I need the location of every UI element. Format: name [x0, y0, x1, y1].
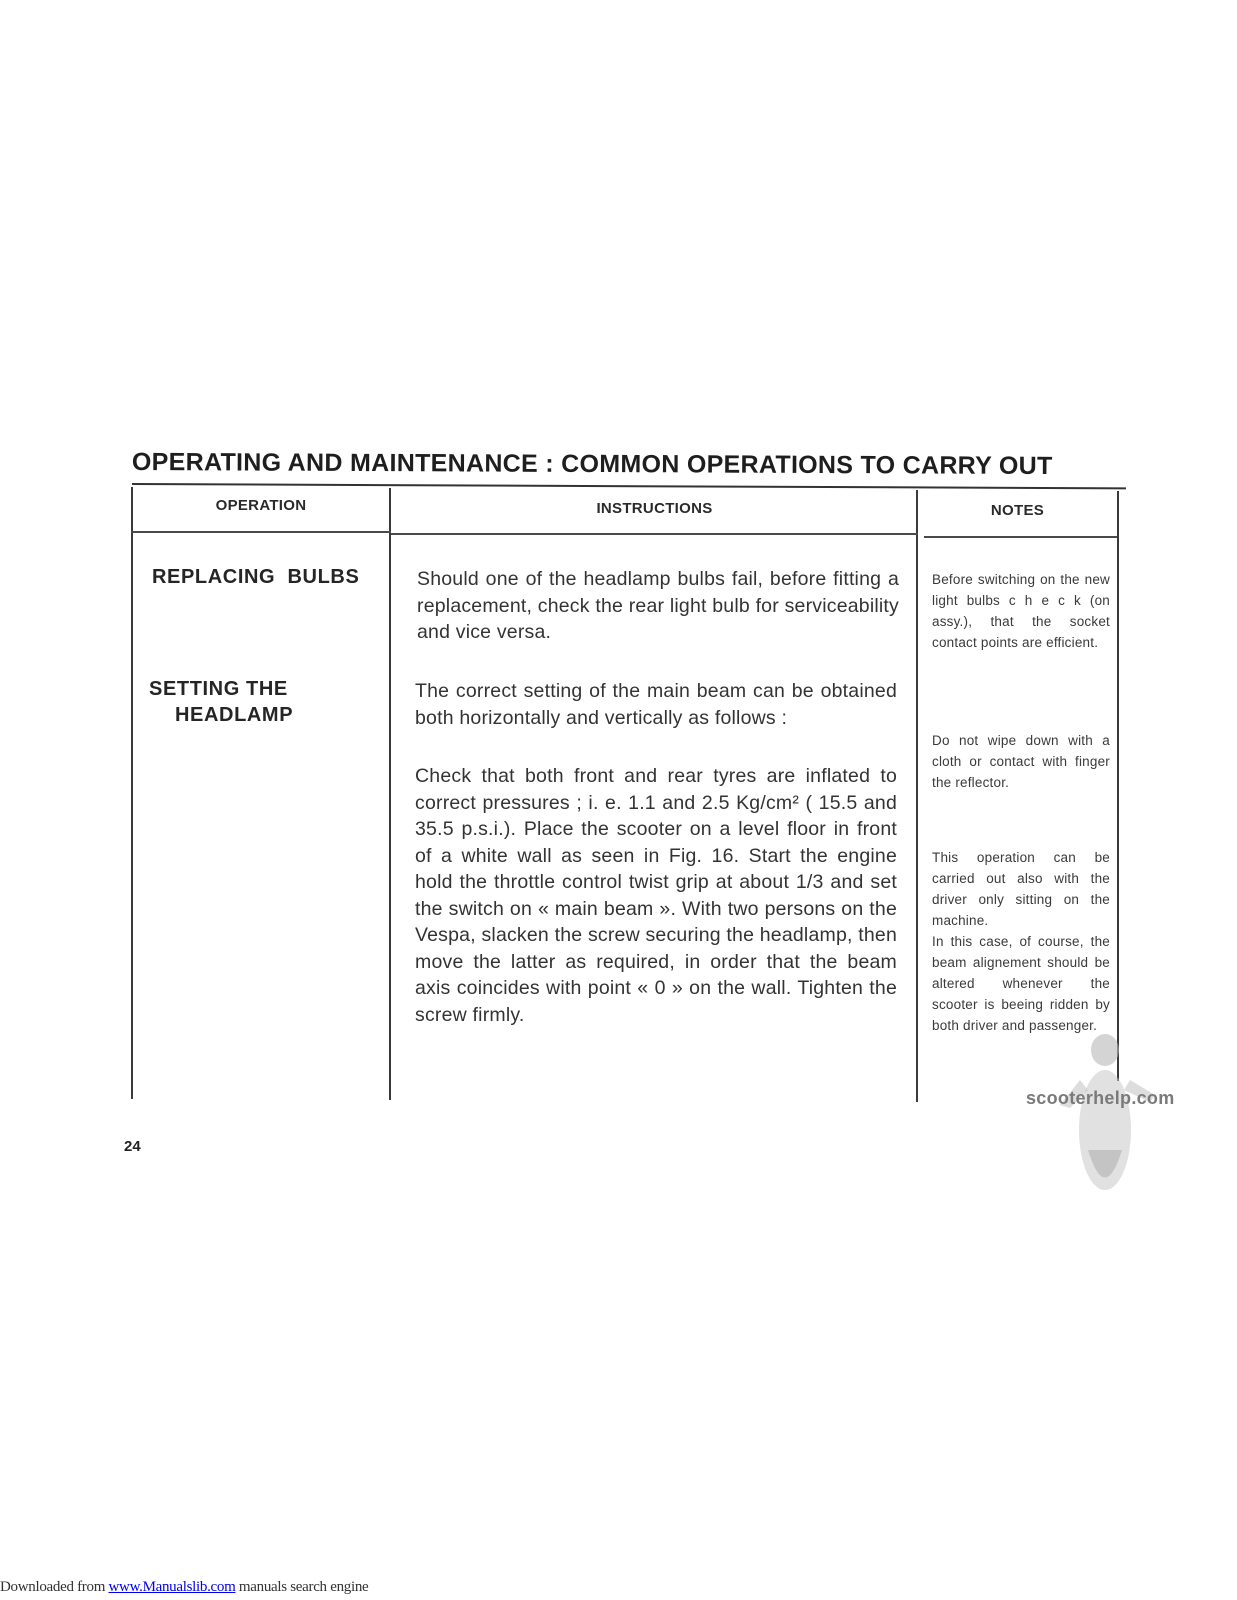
instructions-setting-headlamp-intro: The correct setting of the main beam can be obtained both horizontally and vertically as follows :: [415, 680, 897, 729]
header-rule-instructions: [391, 533, 918, 535]
operation-replacing-bulbs: REPLACING BULBS: [152, 566, 360, 588]
note-reflector: Do not wipe down with a cloth or contact with finger the reflector.: [932, 733, 1110, 790]
operation-setting-headlamp-line1: SETTING THE: [149, 678, 288, 700]
header-operation: OPERATION: [215, 497, 307, 514]
footer-suffix: manuals search engine: [235, 1579, 369, 1595]
instructions-replacing-bulbs: Should one of the headlamp bulbs fail, before fitting a replacement, check the rear light bulb for serviceability and vice versa.: [417, 568, 899, 643]
table-right-border: [1117, 491, 1119, 1081]
title-underline: [132, 483, 1126, 489]
note-replacing-bulbs: Before switching on the new light bulbs c h e c k (on assy.), that the socket contact points are efficient.: [932, 572, 1110, 650]
download-footer: [0, 1579, 368, 1596]
header-instructions: INSTRUCTIONS: [596, 500, 713, 517]
note-driver-only: This operation can be carried out also with the driver only sitting on the machine.: [932, 850, 1110, 928]
header-rule-notes: [924, 536, 1117, 538]
page-number: 24: [124, 1138, 141, 1155]
footer-prefix: Downloaded from: [0, 1579, 109, 1595]
operation-setting-headlamp-line2: HEADLAMP: [175, 704, 294, 726]
watermark-text: scooterhelp.com: [1026, 1088, 1175, 1108]
header-rule-operation: [131, 531, 391, 533]
page-title: OPERATING AND MAINTENANCE : COMMON OPERATIONS TO CARRY OUT: [131, 448, 1053, 481]
table-left-border: [131, 487, 133, 1099]
header-notes: NOTES: [990, 502, 1045, 519]
note-beam-alignment: In this case, of course, the beam alignement should be altered whenever the scooter is beeing ridden by both driver and passenger.: [932, 934, 1110, 1033]
column-divider-1: [389, 488, 391, 1100]
instructions-setting-headlamp-steps: Check that both front and rear tyres are inflated to correct pressures ; i. e. 1.1 and 2.5 Kg/cm² ( 15.5 and 35.5 p.s.i.). Place the scooter on a level floor in front of a white wall as seen in Fig. 16. Start the engine hold the throttle control twist grip at about 1/3 and set the switch on « main beam ». With two persons on the Vespa, slacken the screw securing the headlamp, then move the latter as required, in order that the beam axis coincides with point « 0 » on the wall. Tighten the screw firmly.: [415, 765, 897, 1026]
column-divider-2: [916, 490, 918, 1102]
manualslib-link[interactable]: www.Manualslib.com: [108, 1579, 236, 1595]
